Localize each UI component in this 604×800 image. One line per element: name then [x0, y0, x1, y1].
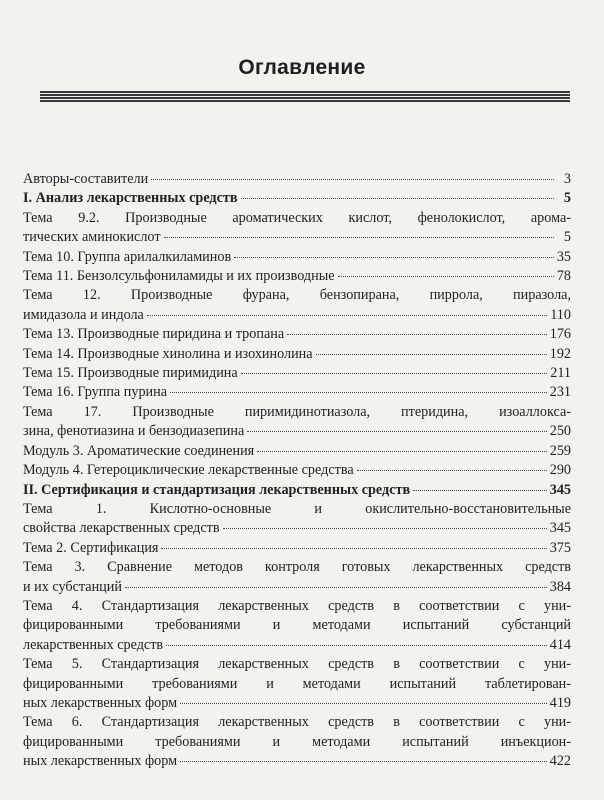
toc-entry-text: Тема 5. Стандартизация лекарственных средств в соответствии с уни- — [23, 656, 571, 673]
toc-entry-text: Тема 2. Сертификация — [23, 539, 159, 556]
toc-entry-text: Тема 10. Группа арилалкиламинов — [23, 248, 232, 265]
toc-page-number: 231 — [549, 384, 571, 401]
toc-page-number: 345 — [549, 481, 571, 498]
toc-entry — [23, 539, 571, 558]
dot-leader — [151, 178, 554, 180]
toc-entry — [23, 500, 571, 539]
toc-entry-text: Тема 9.2. Производные ароматических кислот, фенолокислот, арома- — [23, 209, 571, 226]
dot-leader — [170, 391, 547, 393]
dot-leader — [164, 236, 554, 238]
toc-page-number: 250 — [549, 423, 571, 440]
toc-entry — [23, 481, 571, 500]
dot-leader — [257, 450, 547, 452]
toc-entry-text: ных лекарственных форм — [23, 753, 178, 770]
toc-entry-text: Тема 13. Производные пиридина и тропана — [23, 326, 285, 343]
toc-entry-text: Тема 6. Стандартизация лекарственных средств в соответствии с уни- — [23, 714, 571, 731]
page-title: Оглавление — [238, 56, 366, 79]
toc-entry-text: Тема 14. Производные хинолина и изохинолина — [23, 345, 313, 362]
toc-entry-text: Тема 1. Кислотно-основные и окислительно-восстановительные — [23, 500, 571, 517]
dot-leader — [180, 702, 547, 704]
toc-entry — [23, 189, 571, 208]
toc-entry-text: ных лекарственных форм — [23, 694, 178, 711]
toc-page-number: 192 — [549, 345, 571, 362]
toc-page-number: 259 — [549, 442, 571, 459]
toc-entry-text: имидазола и индола — [23, 306, 144, 323]
toc-entry — [23, 325, 571, 344]
toc-page-number: 422 — [549, 753, 571, 770]
toc-page-number: 5 — [563, 229, 571, 246]
dot-leader — [241, 372, 548, 374]
dot-leader — [147, 314, 547, 316]
toc-entry — [23, 383, 571, 402]
toc-entry-text: фицированными требованиями и методами испытаний таблетирован- — [23, 675, 571, 692]
dot-leader — [338, 275, 554, 277]
toc-entry-text: Тема 12. Производные фурана, бензопирана, пиррола, пиразола, — [23, 287, 571, 304]
toc-entry — [23, 286, 571, 325]
dot-leader — [357, 469, 547, 471]
toc-entry-text: Авторы-составители — [23, 171, 149, 187]
toc-entry-text: Тема 3. Сравнение методов контроля готовых лекарственных средств — [23, 559, 571, 576]
toc-entry — [23, 170, 571, 189]
toc-entry — [23, 655, 571, 713]
dot-leader — [234, 256, 554, 258]
toc-entry — [23, 442, 571, 461]
dot-leader — [223, 527, 547, 529]
toc-entry — [23, 209, 571, 248]
toc-entry — [23, 713, 571, 771]
toc-entry-text: свойства лекарственных средств — [23, 520, 220, 537]
toc-entry-text: Тема 17. Производные пиримидинотиазола, птеридина, изоаллокса- — [23, 403, 571, 420]
toc-entry-text: Тема 16. Группа пурина — [23, 384, 168, 401]
toc-entry-text: зина, фенотиазина и бензодиазепина — [23, 423, 245, 440]
toc-entry-text: Модуль 4. Гетероциклические лекарственные средства — [23, 462, 354, 479]
toc-page-number: 176 — [549, 326, 571, 343]
toc-page-number: 5 — [563, 190, 571, 207]
toc-entry — [23, 267, 571, 286]
toc-entry-text: и их субстанций — [23, 578, 122, 595]
toc-entry — [23, 248, 571, 267]
dot-leader — [241, 197, 554, 199]
toc-page-number: 384 — [549, 578, 571, 595]
toc-entry-text: Тема 11. Бензолсульфониламиды и их производные — [23, 268, 335, 285]
toc-entry — [23, 403, 571, 442]
toc-page-number: 35 — [556, 248, 571, 265]
toc-entry-text: тических аминокислот — [23, 229, 161, 246]
toc-page-number: 3 — [563, 171, 571, 187]
dot-leader — [161, 547, 546, 549]
toc-page-number: 419 — [549, 694, 571, 711]
dot-leader — [166, 644, 547, 646]
toc-page-number: 78 — [556, 268, 571, 285]
toc-entry-text: I. Анализ лекарственных средств — [23, 190, 238, 207]
title-divider — [40, 91, 570, 102]
toc-entry-text: лекарственных средств — [23, 636, 164, 653]
dot-leader — [287, 333, 547, 335]
dot-leader — [316, 353, 547, 355]
toc-entry-text: фицированными требованиями и методами испытаний инъекцион- — [23, 733, 571, 750]
toc-entry — [23, 345, 571, 364]
toc-entry-text: Модуль 3. Ароматические соединения — [23, 442, 255, 459]
table-of-contents — [23, 170, 571, 772]
toc-entry — [23, 364, 571, 383]
toc-entry-text: фицированными требованиями и методами испытаний субстанций — [23, 617, 571, 634]
toc-entry — [23, 597, 571, 655]
toc-entry — [23, 461, 571, 480]
toc-entry-text: Тема 4. Стандартизация лекарственных средств в соответствии с уни- — [23, 597, 571, 614]
toc-page-number: 110 — [550, 306, 571, 323]
dot-leader — [180, 760, 547, 762]
toc-page-number: 211 — [550, 365, 571, 382]
toc-entry-text: II. Сертификация и стандартизация лекарственных средств — [23, 481, 411, 498]
toc-page-number: 414 — [549, 636, 571, 653]
toc-page-number: 290 — [549, 462, 571, 479]
dot-leader — [413, 489, 547, 491]
dot-leader — [247, 430, 546, 432]
toc-entry-text: Тема 15. Производные пиримидина — [23, 365, 238, 382]
toc-entry — [23, 558, 571, 597]
toc-page-number: 375 — [549, 539, 571, 556]
dot-leader — [125, 586, 547, 588]
toc-page-number: 345 — [549, 520, 571, 537]
